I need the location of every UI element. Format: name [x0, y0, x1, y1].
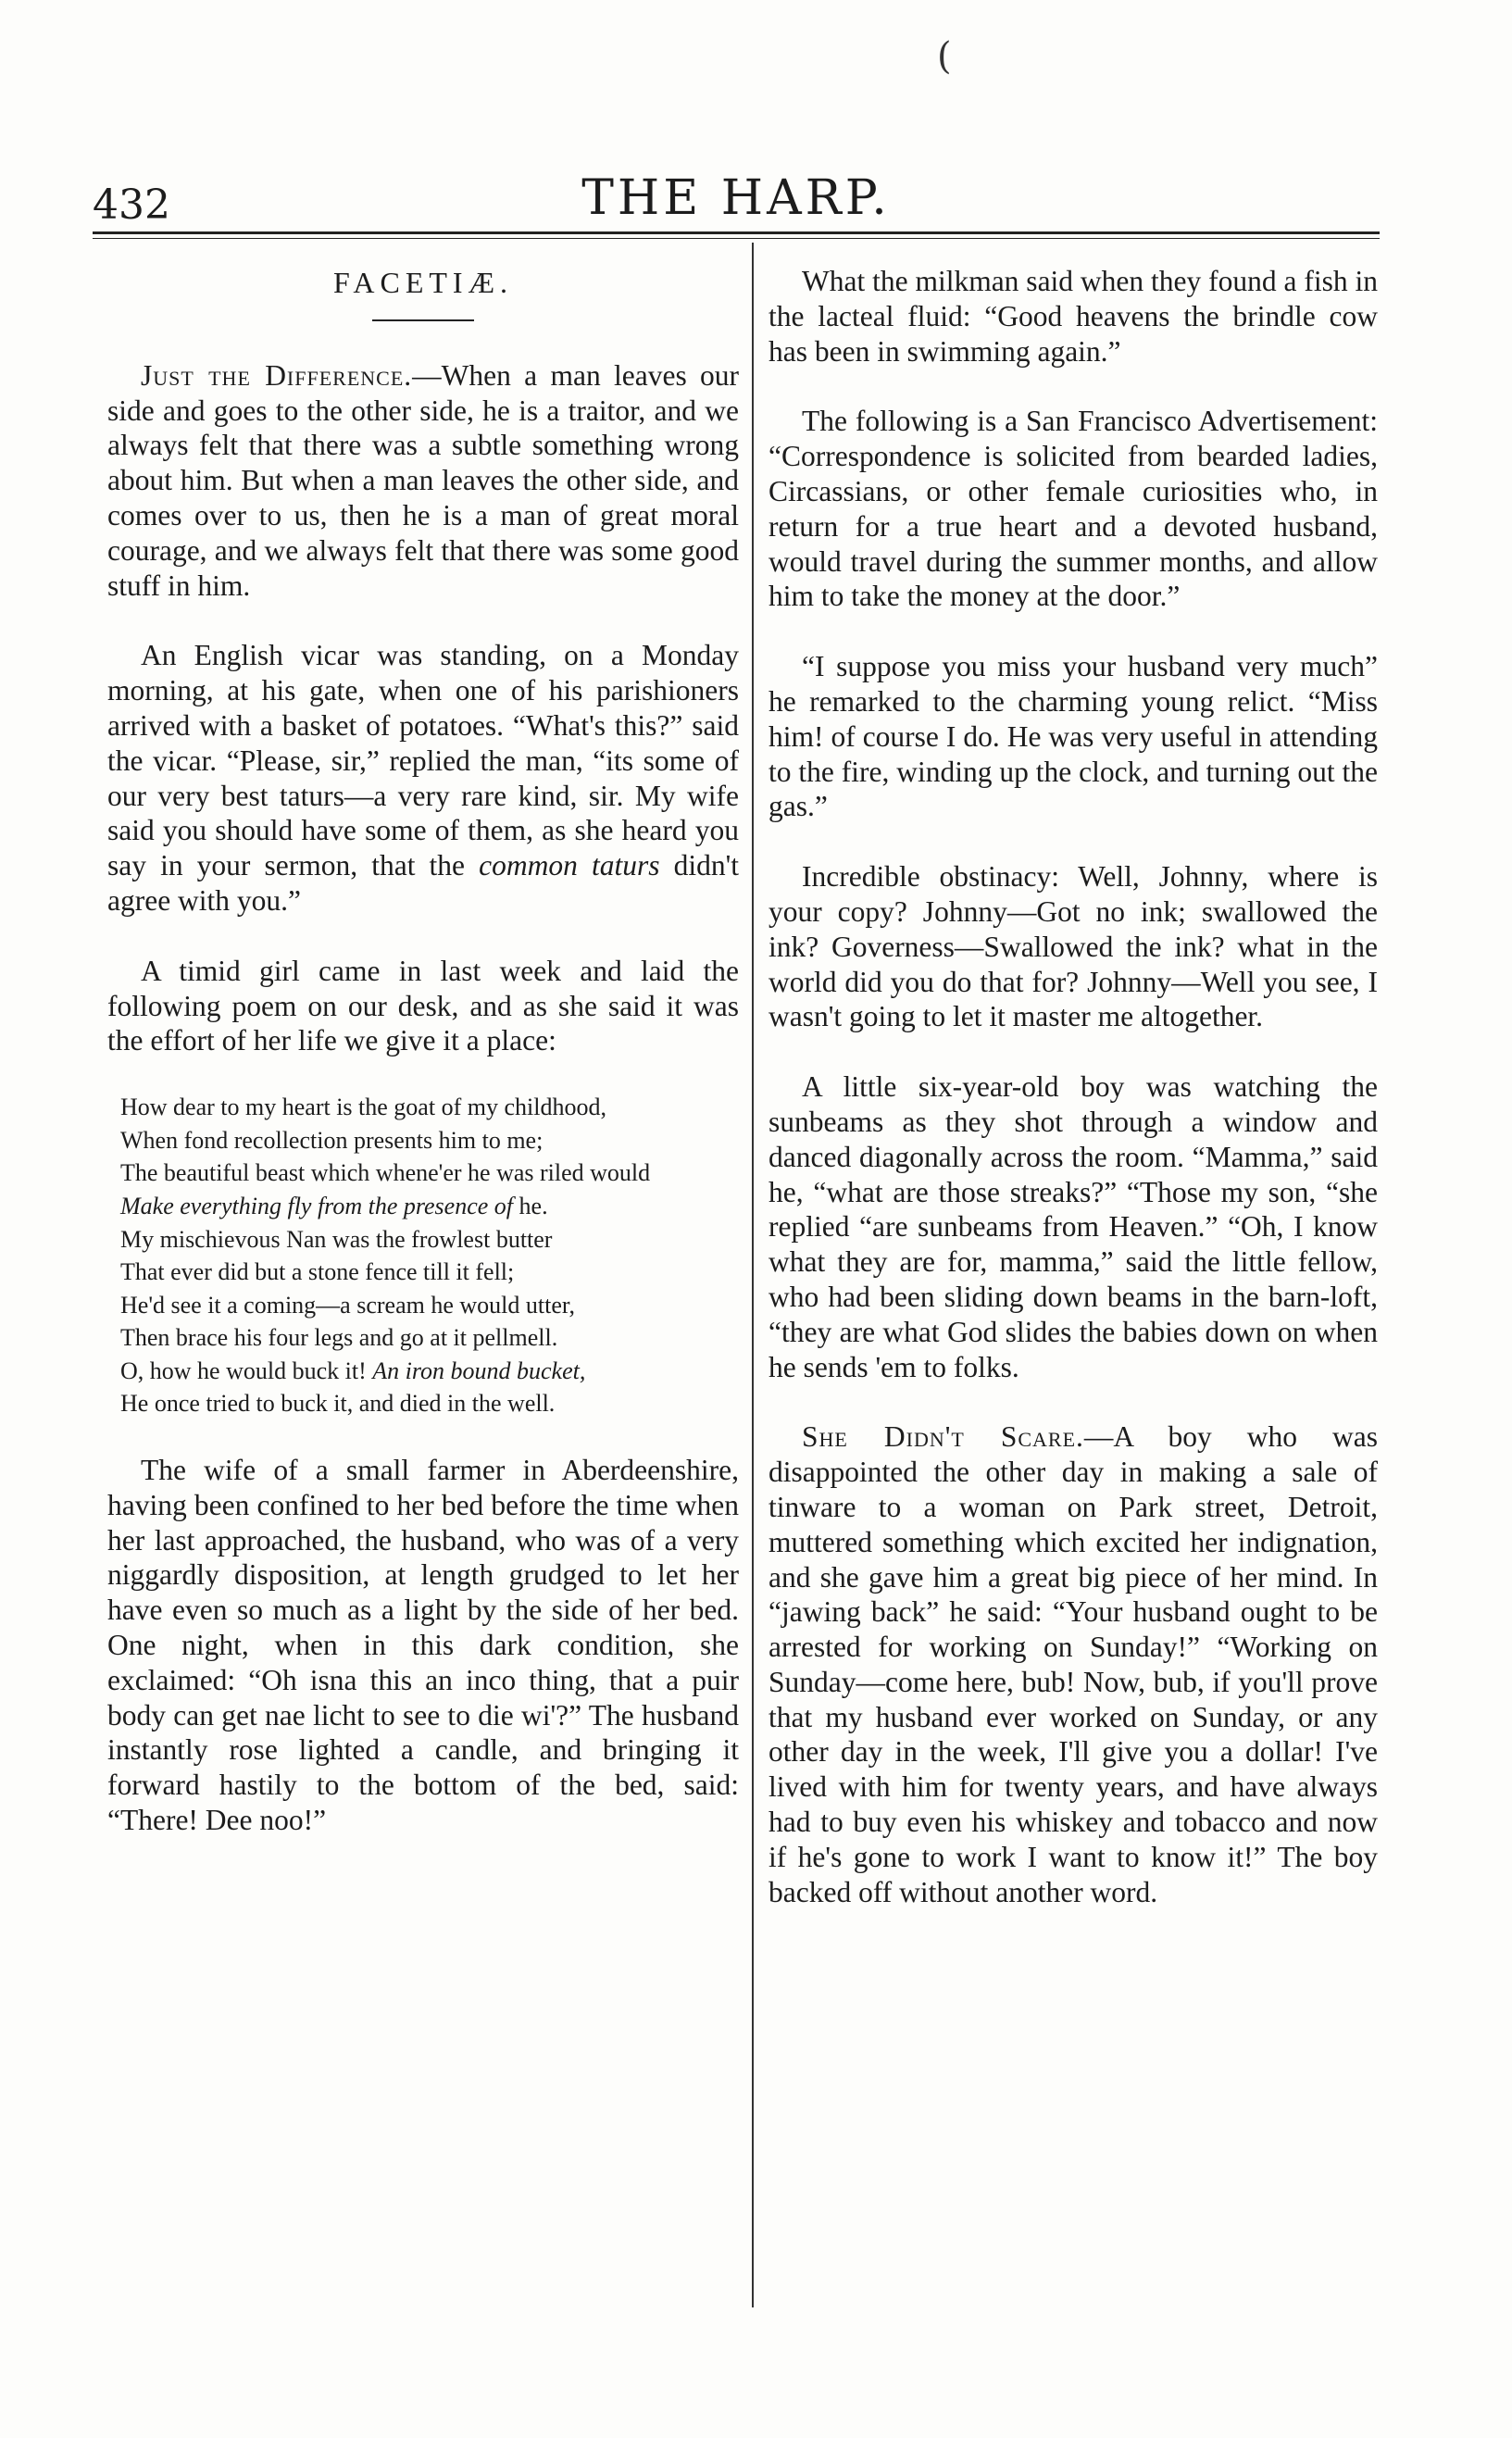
- item-lead: She Didn't Scare.: [802, 1420, 1084, 1454]
- column-divider: [752, 243, 754, 2307]
- poem-line: That ever did but a stone fence till it fell;: [120, 1258, 515, 1286]
- poem-italic: An iron bound bucket,: [372, 1357, 586, 1384]
- poem-line: He'd see it a coming—a scream he would utter,: [120, 1291, 575, 1319]
- margin-mark: (: [937, 35, 952, 78]
- left-column: [107, 264, 739, 1873]
- poem-line: How dear to my heart is the goat of my childhood,: [120, 1094, 606, 1121]
- item-body: —When a man leaves our side and goes to the other side, he is a traitor, and we always felt that there was a subtle something wrong about him. But when a man leaves the other side, and comes over to us, then he is a man of great moral courage, and we always felt that there was some good stuff in him.: [107, 358, 740, 602]
- poem-line: [120, 1193, 739, 1220]
- item-english-vicar: [107, 638, 739, 918]
- poem-line: My mischievous Nan was the frowlest butter: [120, 1225, 553, 1253]
- item-timid-girl: A timid girl came in last week and laid the following poem on our desk, and as she said it was the effort of her life we give it a place:: [107, 954, 739, 1057]
- poem-line: Then brace his four legs and go at it pellmell.: [120, 1324, 558, 1352]
- page-header: [93, 167, 1380, 231]
- poem: [120, 1094, 739, 1418]
- item-body: —A boy who was disappointed the other day in making a sale of tinware to a woman on Park street, Detroit, muttered something which excited her indignation, and she gave him a great big piece of her mind. In “jawing back” he said: “Your husband ought to be arrested for working on Sunday!” “Working on Sunday—come here, bub! Now, bub, if you'll prove that my husband ever worked on Sunday, or any other day in the week, I'll give you a dollar! I've lived with him for twenty years, and have always had to buy even his whiskey and tobacco and now if he's gone to work I want to know it!” The boy backed off without another word.: [768, 1420, 1378, 1908]
- item-italic: common taturs: [479, 849, 660, 882]
- item-body: An English vicar was standing, on a Monday morning, at his gate, when one of his parishioners arrived with a basket of potatoes. “What's this?” said the vicar. “Please, sir,” replied the man, “its some of our very best taturs—a very rare kind, sir. My wife said you should have some of them, as she heard you say in your sermon, that the: [107, 639, 739, 882]
- item-sunbeams: A little six-year-old boy was watching the sunbeams as they shot through a window and danced diagonally across the room. “Mamma,” said he, “what are those streaks?” “Those my son, “she replied “are sunbeams from Heaven.” “Oh, I know what they are for, mamma,” said the little fellow, who had been sliding down beams in the barn-loft, “they are what God slides the babies down on when he sends 'em to folks.: [768, 1070, 1378, 1383]
- heading-rule: [372, 319, 474, 321]
- poem-line: He once tried to buck it, and died in the well.: [120, 1390, 556, 1418]
- item-obstinacy: Incredible obstinacy: Well, Johnny, where is your copy? Johnny—Got no ink; swallowed the ink? Governess—Swallowed the ink? what in the world did you do that for? Johnny—Well you see, I wasn't going to let it master me altogether.: [768, 860, 1378, 1033]
- item-milkman: What the milkman said when they found a fish in the lacteal fluid: “Good heavens the brindle cow has been in swimming again.”: [768, 265, 1378, 368]
- page-number: 432: [93, 181, 170, 229]
- item-just-the-difference: [107, 358, 739, 604]
- poem-italic: Make everything fly from the presence of: [120, 1192, 514, 1219]
- item-body-end: didn't agree with you.”: [107, 849, 739, 917]
- poem-line: When fond recollection presents him to me;: [120, 1126, 544, 1154]
- item-young-relict: “I suppose you miss your husband very much” he remarked to the charming young relict. “Miss him! of course I do. He was very useful in attending to the fire, winding up the clock, and turning out the gas.”: [768, 650, 1378, 823]
- running-title: THE HARP.: [581, 170, 891, 226]
- poem-text: O, how he would buck it!: [120, 1357, 373, 1384]
- item-advertisement: The following is a San Francisco Advertisement: “Correspondence is solicited from bearded ladies, Circassians, or other female curiosities who, in return for a true heart and a devoted husband, would travel during the summer months, and allow him to take the money at the door.”: [768, 405, 1378, 613]
- section-heading: FACETIÆ.: [332, 266, 514, 299]
- poem-line: [120, 1357, 739, 1385]
- poem-text: he.: [513, 1192, 548, 1219]
- header-rule: [93, 231, 1380, 239]
- poem-line: The beautiful beast which whene'er he was riled would: [120, 1159, 651, 1187]
- item-aberdeenshire: The wife of a small farmer in Aberdeenshire, having been confined to her bed before the time when her last approached, the husband, who was of a very niggardly disposition, at length grudged to let her have even so much as a light by the side of her bed. One night, when in this dark condition, she exclaimed: “Oh isna this an inco thing, that a puir body can get nae licht to see to die wi'?” The husband instantly rose lighted a candle, and bringing it forward hastily to the bottom of the bed, said: “There! Dee noo!”: [107, 1454, 739, 1837]
- item-she-didnt-scare: [768, 1419, 1378, 1909]
- right-column: [768, 264, 1378, 1944]
- item-lead: Just the Difference.: [141, 358, 413, 392]
